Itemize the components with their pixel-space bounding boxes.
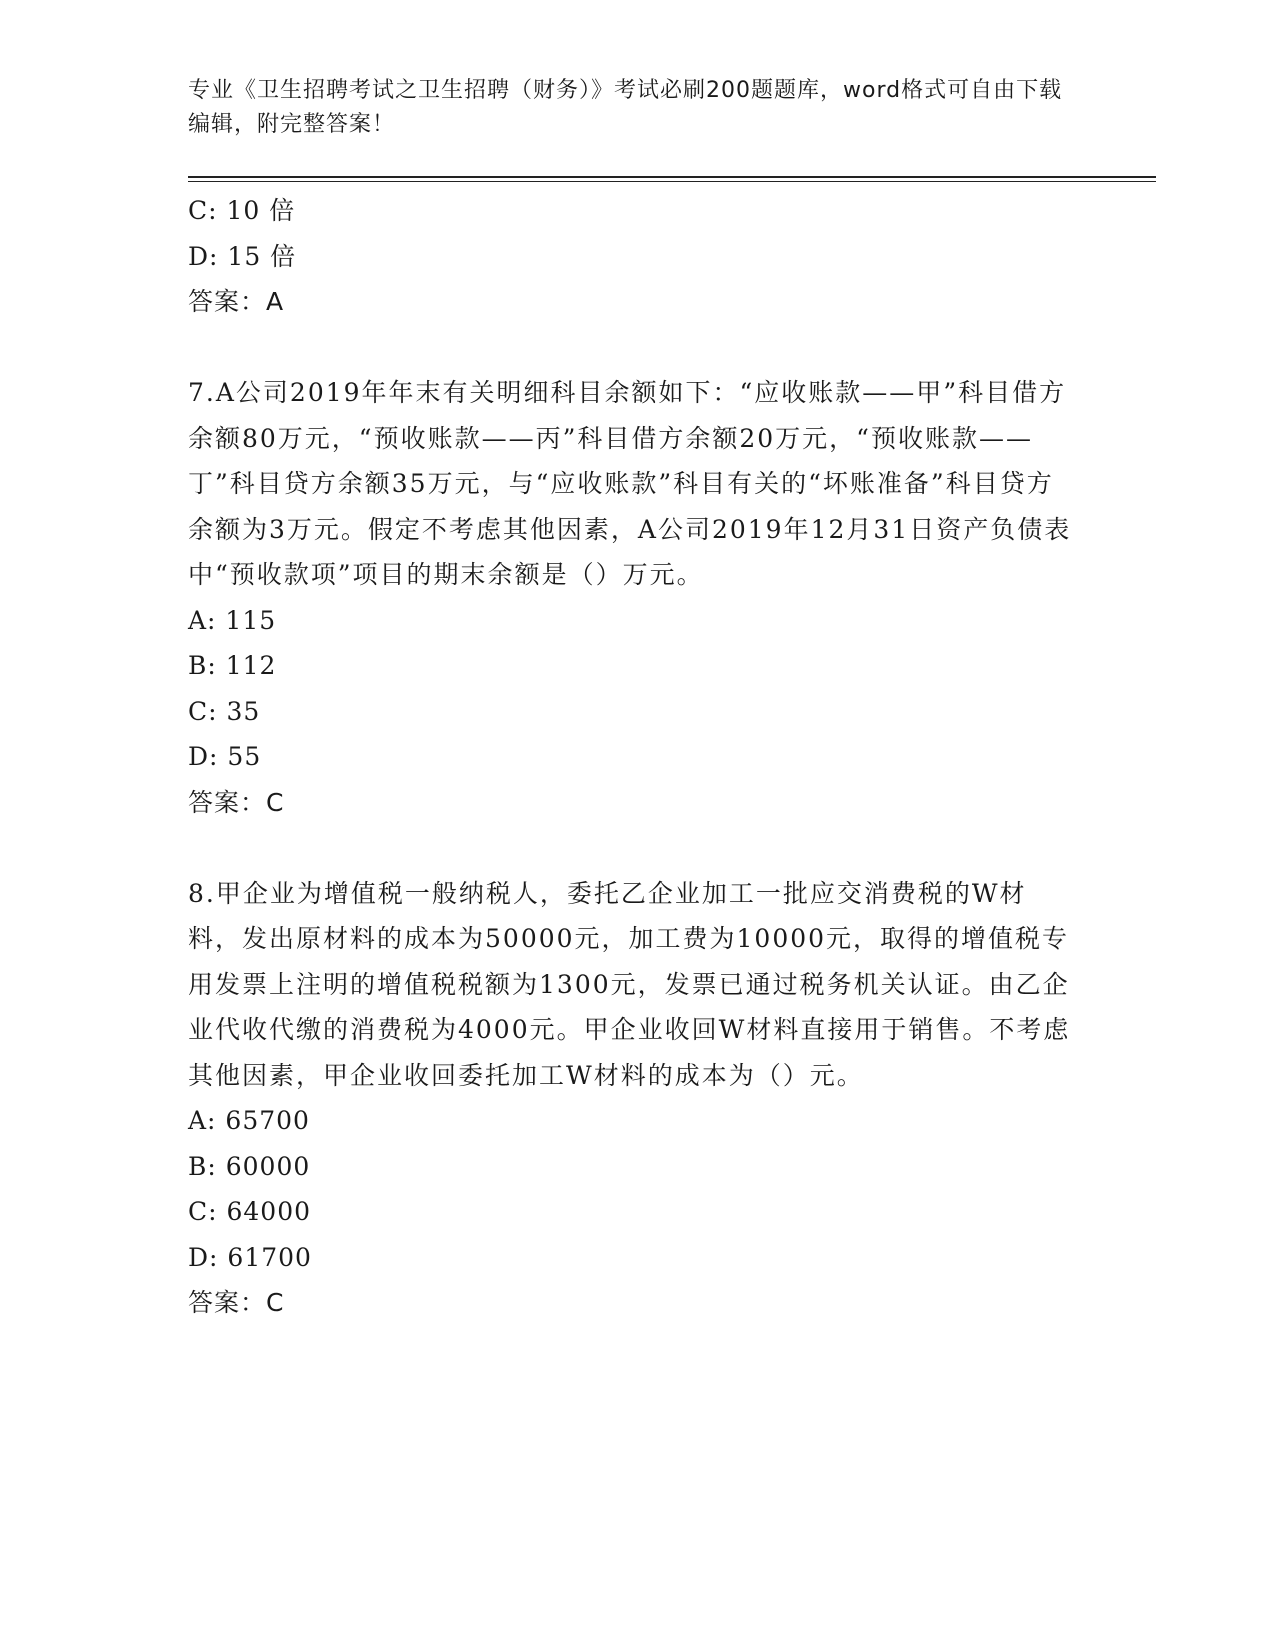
document-body	[188, 188, 1088, 1326]
option-c: C: 64000	[188, 1197, 312, 1226]
option-c: C: 10 倍	[188, 196, 296, 225]
question-7	[188, 370, 1088, 825]
page-header-title: 专业《卫生招聘考试之卫生招聘（财务）》考试必刷200题题库，word格式可自由下载编辑，附完整答案！	[188, 78, 1063, 137]
option-d: D: 55	[188, 742, 262, 771]
spacer	[188, 825, 1088, 871]
answer-line: 答案：A	[188, 287, 285, 316]
option-a: A: 115	[188, 605, 277, 635]
header-divider-thin	[188, 181, 1156, 182]
option-b: B: 112	[188, 651, 277, 680]
question-8	[188, 871, 1088, 1326]
option-a: A: 65700	[188, 1106, 310, 1135]
question-text: 7.A公司2019年年末有关明细科目余额如下：“应收账款——甲”科目借方余额80万元，“预收账款——丙”科目借方余额20万元，“预收账款——丁”科目贷方余额35万元，与“应收账款”科目有关的“坏账准备”科目贷方余额为3万元。假定不考虑其他因素，A公司2019年12月31日资产负债表中“预收款项”项目的期末余额是（）万元。	[188, 378, 1072, 589]
previous-question-tail	[188, 188, 1088, 325]
answer-line: 答案：C	[188, 1288, 285, 1317]
spacer	[188, 325, 1088, 371]
option-c: C: 35	[188, 696, 261, 726]
question-text: 8.甲企业为增值税一般纳税人，委托乙企业加工一批应交消费税的W材料，发出原材料的成本为50000元，加工费为10000元，取得的增值税专用发票上注明的增值税税额为1300元，发票已通过税务机关认证。由乙企业代收代缴的消费税为4000元。甲企业收回W材料直接用于销售。不考虑其他因素，甲企业收回委托加工W材料的成本为（）元。	[188, 878, 1071, 1090]
option-d: D: 61700	[188, 1242, 312, 1272]
option-b: B: 60000	[188, 1151, 311, 1181]
header-divider-thick	[188, 176, 1156, 178]
answer-line: 答案：C	[188, 787, 285, 817]
option-d: D: 15 倍	[188, 241, 297, 271]
